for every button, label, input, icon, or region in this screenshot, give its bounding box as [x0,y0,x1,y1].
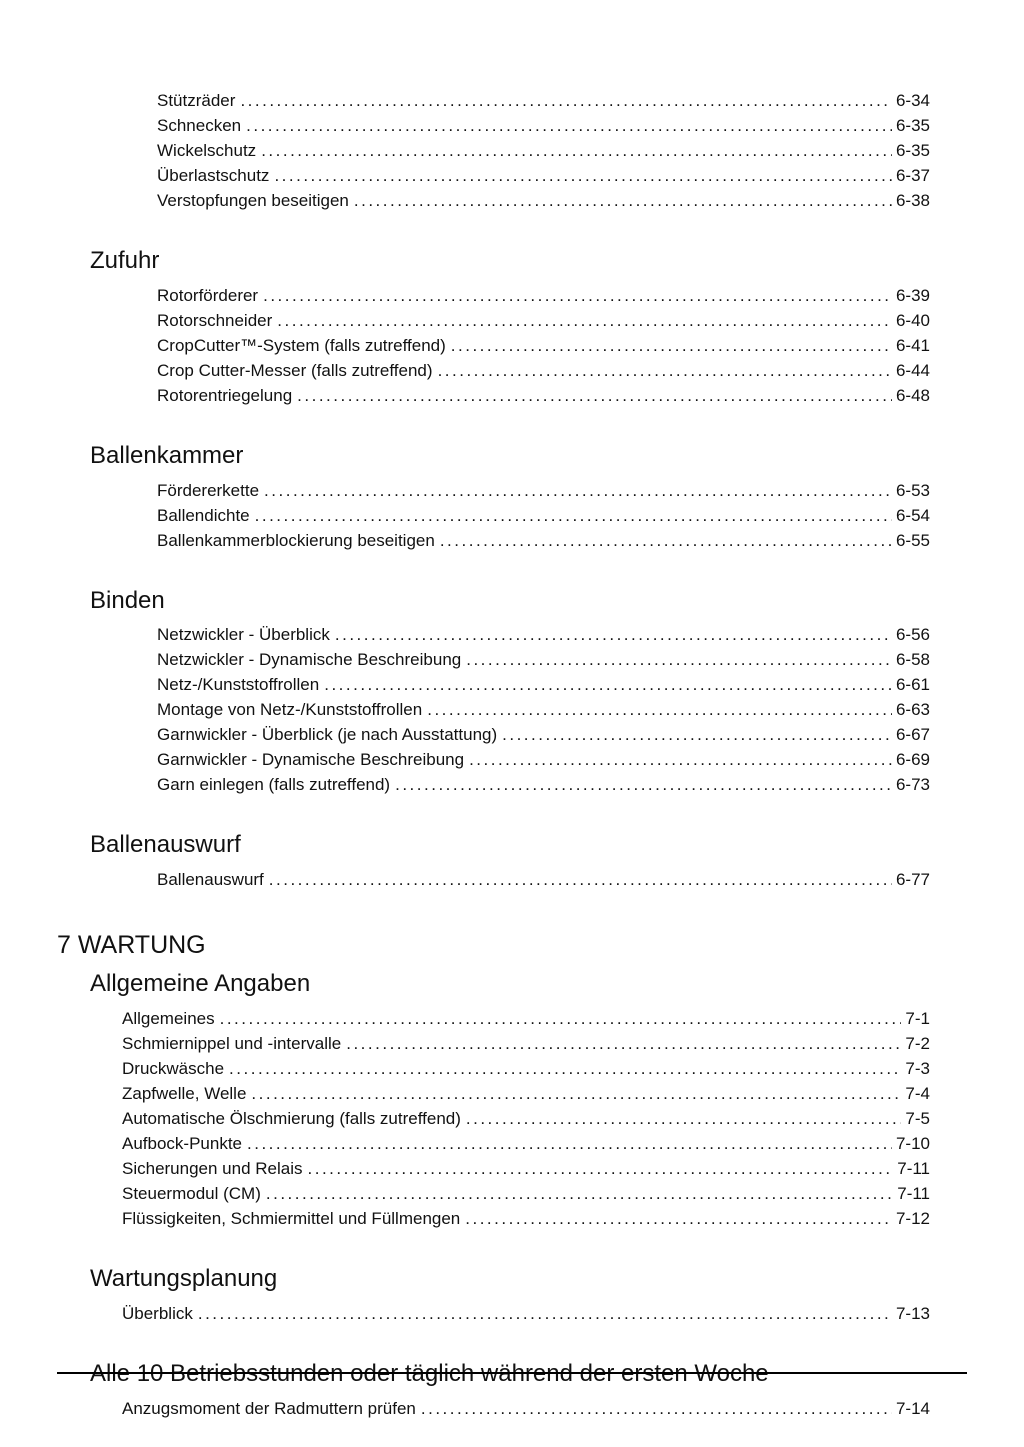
dot-leader [465,1206,892,1231]
dot-leader [324,672,892,697]
dot-leader [220,1006,902,1031]
dot-leader [451,333,892,358]
entry-page-number: 6-56 [895,625,930,645]
dot-leader [277,308,892,333]
entry-title: Garnwickler - Dynamische Beschreibung [157,750,465,770]
entry-title: Verstopfungen beseitigen [157,191,349,210]
entry-page-number: 6-63 [895,700,930,720]
entry-page-number: 6-35 [895,141,930,160]
footer-rule [57,1372,967,1374]
toc-section [57,1265,967,1326]
toc-entry [122,1156,967,1181]
entry-title: Druckwäsche [122,1058,225,1078]
toc-entry [157,383,967,408]
dot-leader [251,1081,901,1106]
entry-page-number: 7-13 [895,1303,930,1323]
dot-leader [274,163,892,188]
dot-leader [198,1301,892,1326]
dot-leader [440,528,892,553]
entry-page-number: 7-4 [905,1083,930,1103]
dot-leader [335,622,892,647]
section-heading: Allgemeine Angaben [90,970,311,998]
toc-entry [157,333,967,358]
section-heading: Ballenauswurf [90,831,241,859]
toc-section [57,247,967,408]
entry-page-number: 6-37 [895,166,930,185]
section-heading: Zufuhr [90,247,160,274]
toc-entry [157,358,967,383]
entry-title: Netzwickler - Dynamische Beschreibung [157,650,462,670]
entry-page-number: 6-73 [895,775,930,795]
dot-leader [297,383,892,408]
entry-title: Garn einlegen (falls zutreffend) [157,775,391,795]
toc-section [57,970,967,1231]
dot-leader [255,503,892,528]
entry-page-number: 6-61 [895,675,930,695]
entry-title: Rotorförderer [157,285,259,305]
dot-leader [240,88,892,113]
entry-title: Garnwickler - Überblick (je nach Ausstattung) [157,725,498,745]
dot-leader [427,697,892,722]
entry-title: Zapfwelle, Welle [122,1083,247,1103]
entry-title: Schmiernippel und -intervalle [122,1033,342,1053]
entry-title: Überlastschutz [157,166,270,185]
entry-title: Steuermodul (CM) [122,1183,261,1203]
entry-title: Ballendichte [157,505,250,525]
toc-section [57,831,967,892]
dot-leader [266,1181,893,1206]
toc-entry [122,1056,967,1081]
entry-page-number: 6-35 [895,116,930,135]
entry-title: Rotorschneider [157,310,273,330]
toc-entry [122,1106,967,1131]
entry-title: Schnecken [157,116,242,135]
toc-entry [157,88,967,113]
entry-page-number: 7-11 [897,1158,930,1178]
toc-entry [157,163,967,188]
entry-page-number: 7-12 [895,1208,930,1228]
entry-title: Wickelschutz [157,141,257,160]
entry-title: Anzugsmoment der Radmuttern prüfen [122,1398,416,1418]
entry-title: Netz-/Kunststoffrollen [157,675,320,695]
entry-title: Automatische Ölschmierung (falls zutreffend) [122,1108,461,1128]
entry-page-number: 6-55 [895,530,930,550]
entry-page-number: 6-41 [895,335,930,355]
entry-page-number: 6-40 [895,310,930,330]
toc-content [57,88,967,1421]
toc-page [57,88,967,1421]
toc-entry [157,697,967,722]
entry-title: Crop Cutter-Messer (falls zutreffend) [157,360,433,380]
toc-chapter [57,930,967,960]
entry-page-number: 6-39 [895,285,930,305]
entry-page-number: 6-48 [895,385,930,405]
dot-leader [395,772,892,797]
entry-page-number: 7-3 [905,1058,930,1078]
entry-page-number: 6-53 [895,480,930,500]
entry-title: Rotorentriegelung [157,385,293,405]
dot-leader [264,478,892,503]
dot-leader [308,1156,894,1181]
entry-page-number: 6-67 [895,725,930,745]
toc-entry [122,1181,967,1206]
dot-leader [263,283,892,308]
toc-entry [157,722,967,747]
toc-entry [157,478,967,503]
entry-title: Ballenauswurf [157,870,264,890]
dot-leader [421,1396,892,1421]
toc-entry [157,622,967,647]
toc-entry [122,1006,967,1031]
toc-entry [157,188,967,213]
toc-entry [157,672,967,697]
toc-entry [157,647,967,672]
dot-leader [261,138,892,163]
section-heading: Wartungsplanung [90,1264,278,1292]
entry-title: Flüssigkeiten, Schmiermittel und Füllmengen [122,1208,461,1228]
toc-entry [157,503,967,528]
entry-page-number: 7-1 [905,1008,930,1028]
section-heading: Alle 10 Betriebsstunden oder täglich während der ersten Woche [90,1359,769,1387]
entry-page-number: 6-34 [895,91,930,110]
dot-leader [502,722,892,747]
entry-page-number: 7-10 [895,1133,930,1153]
entry-page-number: 6-58 [895,650,930,670]
toc-entry [122,1031,967,1056]
entry-title: Sicherungen und Relais [122,1158,303,1178]
toc-entry [157,138,967,163]
entry-page-number: 7-2 [905,1033,930,1053]
entry-title: Netzwickler - Überblick [157,625,330,645]
dot-leader [469,747,892,772]
toc-entry [157,747,967,772]
entry-page-number: 6-38 [895,191,930,210]
toc-section [57,442,967,553]
chapter-heading: 7 WARTUNG [57,931,206,960]
dot-leader [246,113,892,138]
entry-title: Allgemeines [122,1008,215,1028]
entry-page-number: 6-54 [895,505,930,525]
dot-leader [247,1131,892,1156]
dot-leader [466,1106,902,1131]
entry-title: CropCutter™-System (falls zutreffend) [157,335,446,355]
entry-title: Überblick [122,1303,193,1323]
toc-entry [157,867,967,892]
toc-entry [122,1396,967,1421]
entry-page-number: 7-11 [897,1183,930,1203]
dot-leader [466,647,892,672]
dot-leader [346,1031,901,1056]
section-heading: Binden [90,586,165,614]
toc-entry [157,308,967,333]
dot-leader [354,188,892,213]
entry-title: Stützräder [157,91,236,110]
entry-page-number: 6-44 [895,360,930,380]
toc-entry [157,113,967,138]
entry-title: Ballenkammerblockierung beseitigen [157,530,435,550]
toc-entry [122,1301,967,1326]
entry-page-number: 7-5 [905,1108,930,1128]
dot-leader [438,358,892,383]
toc-entry [157,528,967,553]
entry-title: Aufbock-Punkte [122,1133,243,1153]
entry-title: Fördererkette [157,480,260,500]
toc-entry [122,1131,967,1156]
toc-entry [122,1081,967,1106]
entry-page-number: 7-14 [895,1398,930,1418]
toc-entry [157,283,967,308]
toc-entry [122,1206,967,1231]
dot-leader [269,867,892,892]
entry-title: Montage von Netz-/Kunststoffrollen [157,700,423,720]
dot-leader [229,1056,901,1081]
entry-page-number: 6-77 [895,870,930,890]
toc-section [57,1360,967,1421]
toc-section [57,587,967,798]
section-heading: Ballenkammer [90,441,244,469]
toc-entry [157,772,967,797]
toc-section [57,88,967,213]
entry-page-number: 6-69 [895,750,930,770]
